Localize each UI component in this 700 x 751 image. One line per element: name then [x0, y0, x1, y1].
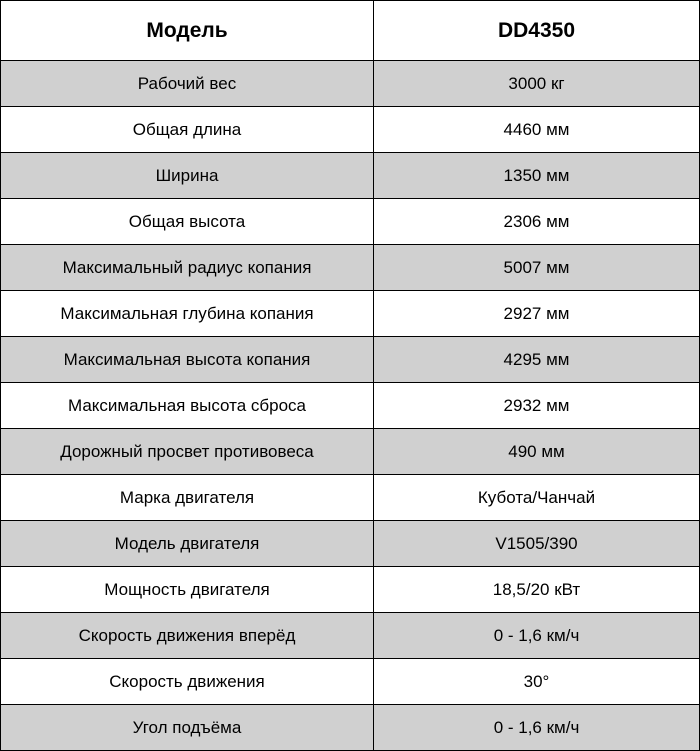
table-row: [1, 61, 700, 107]
param-cell: Дорожный просвет противовеса: [1, 429, 374, 475]
table-row: [1, 521, 700, 567]
table-row: [1, 199, 700, 245]
param-cell: Общая длина: [1, 107, 374, 153]
table-row: [1, 705, 700, 751]
value-cell: 490 мм: [374, 429, 700, 475]
value-cell: 0 - 1,6 км/ч: [374, 705, 700, 751]
table-row: [1, 429, 700, 475]
header-model-label: Модель: [1, 1, 374, 61]
table-row: [1, 475, 700, 521]
table-row: [1, 337, 700, 383]
table-row: [1, 659, 700, 705]
header-model-name: DD4350: [374, 1, 700, 61]
param-cell: Максимальная высота копания: [1, 337, 374, 383]
header-row: [1, 1, 700, 61]
table-row: [1, 107, 700, 153]
value-cell: 2306 мм: [374, 199, 700, 245]
param-cell: Скорость движения: [1, 659, 374, 705]
table-row: [1, 245, 700, 291]
value-cell: 4295 мм: [374, 337, 700, 383]
param-cell: Максимальная высота сброса: [1, 383, 374, 429]
value-cell: 5007 мм: [374, 245, 700, 291]
param-cell: Общая высота: [1, 199, 374, 245]
param-cell: Скорость движения вперёд: [1, 613, 374, 659]
table-row: [1, 567, 700, 613]
table-row: [1, 291, 700, 337]
value-cell: Кубота/Чанчай: [374, 475, 700, 521]
param-cell: Марка двигателя: [1, 475, 374, 521]
value-cell: 0 - 1,6 км/ч: [374, 613, 700, 659]
table-row: [1, 153, 700, 199]
value-cell: 18,5/20 кВт: [374, 567, 700, 613]
value-cell: 4460 мм: [374, 107, 700, 153]
param-cell: Максимальный радиус копания: [1, 245, 374, 291]
value-cell: 2932 мм: [374, 383, 700, 429]
table-row: [1, 383, 700, 429]
value-cell: 3000 кг: [374, 61, 700, 107]
param-cell: Угол подъёма: [1, 705, 374, 751]
param-cell: Максимальная глубина копания: [1, 291, 374, 337]
value-cell: V1505/390: [374, 521, 700, 567]
param-cell: Модель двигателя: [1, 521, 374, 567]
table-row: [1, 613, 700, 659]
value-cell: 1350 мм: [374, 153, 700, 199]
param-cell: Рабочий вес: [1, 61, 374, 107]
value-cell: 30°: [374, 659, 700, 705]
param-cell: Ширина: [1, 153, 374, 199]
value-cell: 2927 мм: [374, 291, 700, 337]
param-cell: Мощность двигателя: [1, 567, 374, 613]
